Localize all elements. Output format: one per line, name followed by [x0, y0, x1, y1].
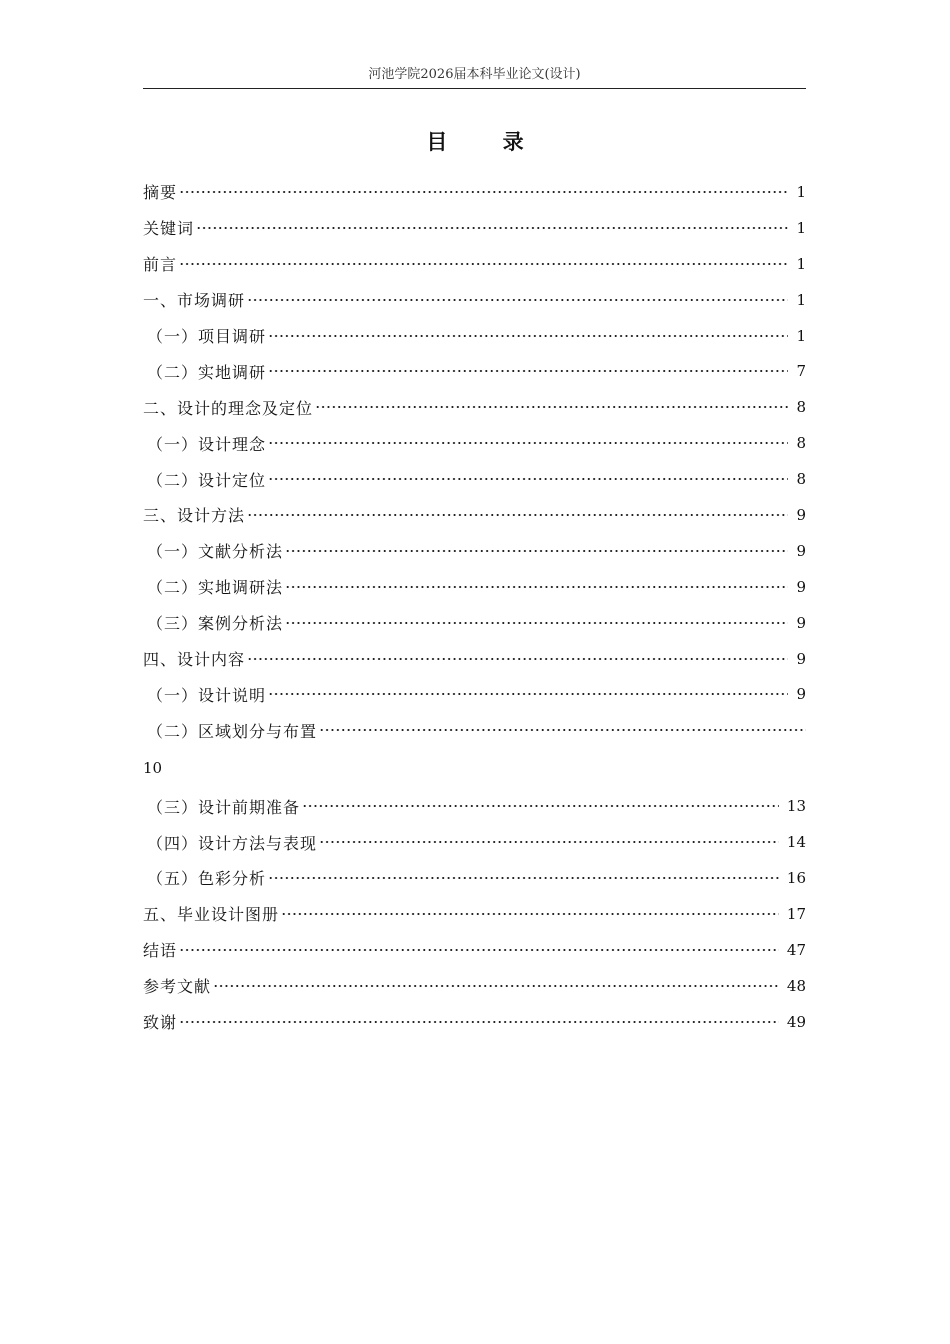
toc-entry-label: （五）色彩分析: [147, 869, 267, 889]
dot-leader: [179, 1015, 779, 1029]
toc-entry-field-method[interactable]: [143, 569, 806, 605]
toc-entry-page: 14: [786, 833, 806, 852]
toc-entry-label: 关键词: [143, 219, 195, 239]
toc-entry-case-analysis[interactable]: [143, 605, 806, 641]
toc-entry-page: 16: [786, 868, 806, 887]
dot-leader: [285, 616, 788, 630]
toc-entry-design-description[interactable]: [143, 676, 806, 712]
dot-leader: [268, 871, 779, 885]
dot-leader: [247, 652, 788, 666]
dot-leader: [319, 835, 779, 849]
toc-entry-label: （一）项目调研: [147, 327, 267, 346]
toc-entry-label: （一）文献分析法: [147, 542, 284, 562]
toc-entry-label: （一）设计说明: [147, 685, 267, 705]
toc-entry-page: 9: [796, 577, 806, 596]
page-header: 河池学院2026届本科毕业论文(设计): [143, 64, 806, 89]
toc-entry-preparation[interactable]: [143, 788, 806, 824]
toc-entry-label: 摘要: [143, 183, 178, 203]
toc-entry-conclusion[interactable]: [143, 932, 806, 968]
toc-entry-methods-expression[interactable]: [143, 824, 806, 860]
toc-entry-design-positioning[interactable]: [143, 461, 806, 497]
toc-entry-field-research[interactable]: [143, 353, 806, 389]
toc-entry-project-research[interactable]: [143, 318, 806, 354]
dot-leader: [285, 544, 788, 558]
toc-entry-page: 1: [796, 182, 806, 201]
toc-entry-label: 致谢: [143, 1013, 178, 1033]
toc-entry-label: 结语: [143, 941, 178, 961]
toc-entry-page: 1: [796, 254, 806, 273]
toc-entry-label: 前言: [143, 255, 178, 275]
dot-leader: [268, 364, 788, 378]
toc-entry-design-philosophy[interactable]: [143, 425, 806, 461]
toc-entry-label: 一、市场调研: [143, 291, 246, 311]
toc-entry-page: 1: [796, 218, 806, 237]
toc-title: 目 录: [426, 129, 548, 154]
dot-leader: [213, 979, 779, 993]
toc-entry-page: 1: [796, 326, 806, 345]
dot-leader: [285, 580, 788, 594]
toc-entry-label: 四、设计内容: [143, 650, 246, 670]
dot-leader: [302, 799, 779, 813]
toc-entry-acknowledgements[interactable]: [143, 1004, 806, 1040]
dot-leader: [179, 185, 788, 199]
toc-entry-label: 参考文献: [143, 977, 212, 997]
dot-leader: [281, 907, 779, 921]
toc-entry-label: （二）设计定位: [147, 470, 267, 490]
toc-entry-label: 二、设计的理念及定位: [143, 398, 314, 418]
dot-leader: [179, 943, 779, 957]
dot-leader: [268, 329, 788, 343]
dot-leader: [319, 723, 806, 737]
toc-entry-references[interactable]: [143, 968, 806, 1004]
toc-entry-literature-analysis[interactable]: [143, 533, 806, 569]
toc-entry-label: （一）设计理念: [147, 434, 267, 454]
dot-leader: [179, 257, 788, 271]
toc-entry-page: 8: [796, 398, 806, 417]
dot-leader: [268, 436, 788, 450]
toc-entry-design-content[interactable]: [143, 641, 806, 677]
toc-entry-page: 8: [796, 470, 806, 489]
toc-entry-graduation-album[interactable]: [143, 896, 806, 932]
toc-entry-label: 五、毕业设计图册: [143, 905, 280, 925]
toc-entry-page: 9: [796, 505, 806, 524]
toc-entry-page: 9: [796, 541, 806, 560]
dot-leader: [196, 221, 788, 235]
toc-entry-market-research[interactable]: [143, 282, 806, 318]
dot-leader: [315, 400, 788, 414]
dot-leader: [247, 293, 788, 307]
toc-entry-page: 1: [796, 290, 806, 309]
toc-entry-page: 13: [786, 797, 806, 816]
toc-entry-page: 9: [796, 613, 806, 632]
toc-entry-page: 7: [796, 362, 806, 381]
toc-entry-label: 三、设计方法: [143, 506, 246, 526]
toc-entry-page: 9: [796, 685, 806, 704]
toc-entry-color-analysis[interactable]: [143, 860, 806, 896]
toc-entry-zoning-page-line: [143, 748, 806, 788]
toc-entry-design-concept[interactable]: [143, 389, 806, 425]
toc-entry-page: 47: [786, 940, 806, 959]
toc-entry-label: （二）实地调研法: [147, 578, 284, 598]
toc-entry-preface[interactable]: [143, 246, 806, 282]
toc-entry-page: 8: [796, 434, 806, 453]
toc-entry-page: 10: [143, 759, 163, 778]
toc-entry-zoning[interactable]: [143, 712, 806, 748]
toc-entry-label: （二）实地调研: [147, 362, 267, 382]
toc-entry-design-methods[interactable]: [143, 497, 806, 533]
toc-entry-label: （三）设计前期准备: [147, 797, 301, 817]
table-of-contents: [143, 174, 806, 1039]
toc-entry-label: （三）案例分析法: [147, 614, 284, 634]
dot-leader: [268, 687, 788, 701]
toc-entry-abstract[interactable]: [143, 174, 806, 210]
toc-entry-label: （二）区域划分与布置: [147, 721, 318, 741]
toc-entry-keywords[interactable]: [143, 210, 806, 246]
toc-entry-page: 9: [796, 649, 806, 668]
toc-entry-page: 49: [786, 1012, 806, 1031]
dot-leader: [268, 472, 788, 486]
toc-entry-page: 48: [786, 976, 806, 995]
dot-leader: [247, 508, 788, 522]
toc-entry-label: （四）设计方法与表现: [147, 833, 318, 853]
toc-entry-page: 17: [786, 904, 806, 923]
